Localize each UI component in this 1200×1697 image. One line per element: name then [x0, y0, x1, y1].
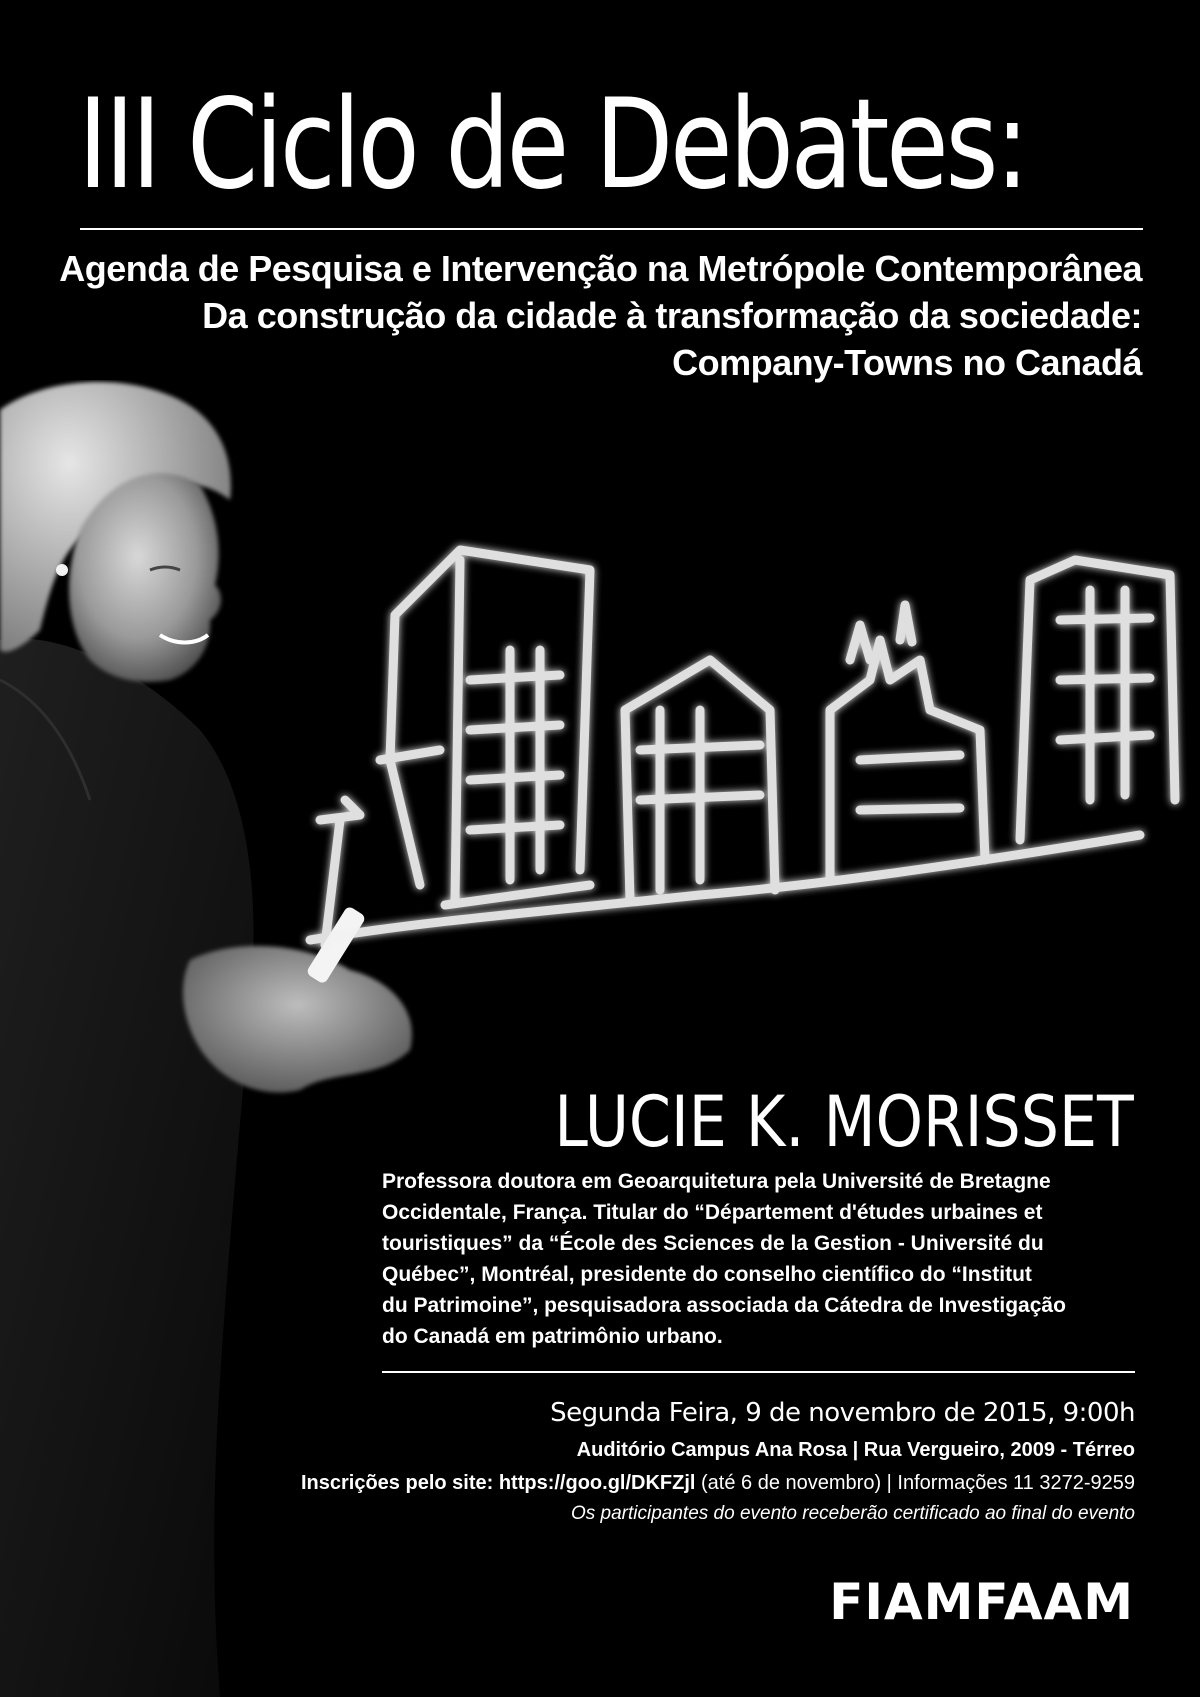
bio-line: Québec”, Montréal, presidente do conselho científico do “Institut [382, 1263, 1032, 1286]
bio-line: touristiques” da “École des Sciences de la Gestion - Université du [382, 1232, 1044, 1255]
subtitle-line: Company-Towns no Canadá [672, 342, 1142, 383]
poster-subtitle [59, 245, 1142, 386]
subtitle-line: Agenda de Pesquisa e Intervenção na Metrópole Contemporânea [59, 248, 1142, 289]
bio-line: Professora doutora em Geoarquitetura pela Université de Bretagne [382, 1170, 1051, 1193]
registration-deadline: (até 6 de novembro) | Informações 11 3272-9259 [695, 1472, 1135, 1494]
bio-line: Occidentale, França. Titular do “Département d'études urbaines et [382, 1201, 1043, 1224]
light-drawn-skyline [310, 550, 1175, 945]
bio-line: du Patrimoine”, pesquisadora associada da Cátedra de Investigação [382, 1294, 1066, 1317]
event-venue: Auditório Campus Ana Rosa | Rua Vergueiro, 2009 - Térreo [576, 1439, 1135, 1461]
poster-title: III Ciclo de Debates: [78, 73, 1027, 217]
title-divider [80, 228, 1143, 230]
event-date: Segunda Feira, 9 de novembro de 2015, 9:00h [550, 1398, 1135, 1428]
subtitle-line: Da construção da cidade à transformação da sociedade: [202, 295, 1142, 336]
fiamfaam-logo: FIAMFAAM [829, 1573, 1134, 1631]
speaker-jacket [0, 638, 253, 1697]
speaker-bio [382, 1166, 1142, 1352]
certificate-note: Os participantes do evento receberão certificado ao final do evento [570, 1503, 1135, 1524]
bio-line: do Canadá em patrimônio urbano. [382, 1325, 723, 1348]
speaker-name: LUCIE K. MORISSET [554, 1081, 1134, 1163]
event-registration [301, 1467, 1135, 1499]
event-details [301, 1393, 1135, 1529]
registration-link[interactable]: Inscrições pelo site: https://goo.gl/DKFZjl [300, 1472, 696, 1494]
bio-divider [382, 1371, 1135, 1373]
